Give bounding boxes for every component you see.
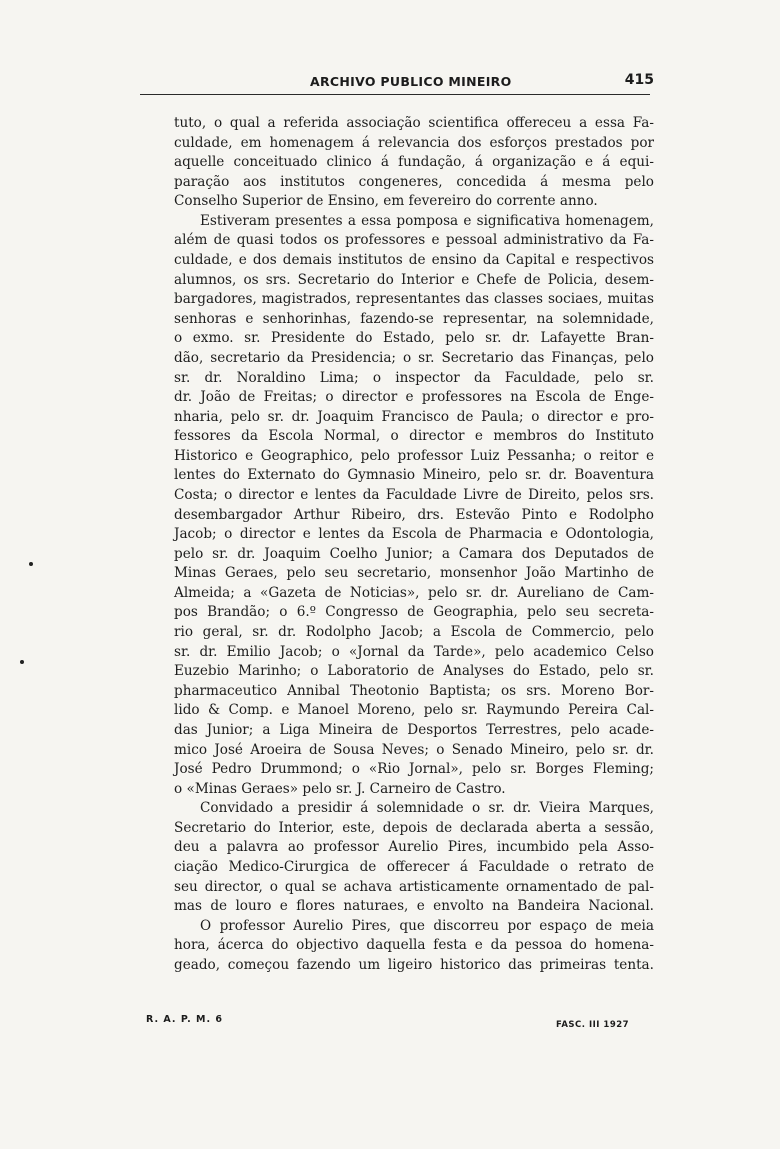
header-rule [140,94,650,95]
text-line: culdade, em homenagem á relevancia dos esforços prestados por [174,134,654,151]
page-header [140,72,660,94]
text-line: o «Minas Geraes» pelo sr. J. Carneiro de Castro. [174,780,506,797]
text-line: lido & Comp. e Manoel Moreno, pelo sr. Raymundo Pereira Cal- [174,702,654,719]
text-line: Costa; o director e lentes da Faculdade Livre de Direito, pelos srs. [174,486,654,503]
page-number: 415 [624,72,654,88]
text-line: mas de louro e flores naturaes, e envolto na Bandeira Nacional. [174,898,654,915]
text-line: deu a palavra ao professor Aurelio Pires, incumbido pela Asso- [174,839,654,856]
text-line: Estiveram presentes a essa pomposa e significativa homenagem, [200,212,654,229]
text-line: fessores da Escola Normal, o director e membros do Instituto [174,428,654,445]
text-line: seu director, o qual se achava artisticamente ornamentado de pal- [174,878,654,895]
text-line: Almeida; a «Gazeta de Noticias», pelo sr. dr. Aureliano de Cam- [174,584,654,601]
footer-fascicle: FASC. III 1927 [556,1020,630,1030]
footer-signature: R. A. P. M. 6 [146,1014,223,1025]
text-line: ciação Medico-Cirurgica de offerecer á Faculdade o retrato de [174,858,654,875]
text-line: pos Brandão; o 6.º Congresso de Geographia, pelo seu secreta- [174,604,654,621]
text-line: pharmaceutico Annibal Theotonio Baptista; os srs. Moreno Bor- [174,682,654,699]
text-line: Minas Geraes, pelo seu secretario, monsenhor João Martinho de [174,565,654,582]
text-line: Secretario do Interior, este, depois de declarada aberta a sessão, [174,819,654,836]
text-line: lentes do Externato do Gymnasio Mineiro, pelo sr. dr. Boaventura [174,467,654,484]
text-line: geado, começou fazendo um ligeiro historico das primeiras tenta. [174,956,654,973]
text-line: Euzebio Marinho; o Laboratorio de Analyses do Estado, pelo sr. [174,663,654,680]
text-line: José Pedro Drummond; o «Rio Jornal», pelo sr. Borges Fleming; [174,761,654,778]
margin-mark [29,562,33,566]
text-line: senhoras e senhorinhas, fazendo-se representar, na solemnidade, [174,310,654,327]
text-line: Historico e Geographico, pelo professor Luiz Pessanha; o reitor e [174,447,654,464]
text-line: bargadores, magistrados, representantes das classes sociaes, muitas [174,291,654,308]
text-line: dr. João de Freitas; o director e professores na Escola de Enge- [174,389,654,406]
text-line: dão, secretario da Presidencia; o sr. Secretario das Finanças, pelo [174,349,654,366]
text-line: sr. dr. Noraldino Lima; o inspector da Faculdade, pelo sr. [174,369,654,386]
text-line: das Junior; a Liga Mineira de Desportos Terrestres, pelo acade- [174,721,654,738]
running-head: ARCHIVO PUBLICO MINEIRO [310,74,512,89]
text-line: tuto, o qual a referida associação scientifica offereceu a essa Fa- [174,115,654,131]
text-line: Jacob; o director e lentes da Escola de Pharmacia e Odontologia, [174,526,654,543]
text-line: além de quasi todos os professores e pessoal administrativo da Fa- [174,232,654,249]
text-line: Conselho Superior de Ensino, em fevereiro do corrente anno. [174,193,598,210]
text-line: alumnos, os srs. Secretario do Interior e Chefe de Policia, desem- [174,271,654,288]
text-line: mico José Aroeira de Sousa Neves; o Senado Mineiro, pelo sr. dr. [174,741,654,758]
text-line: rio geral, sr. dr. Rodolpho Jacob; a Escola de Commercio, pelo [174,624,654,641]
text-line: pelo sr. dr. Joaquim Coelho Junior; a Camara dos Deputados de [174,545,654,562]
text-line: nharia, pelo sr. dr. Joaquim Francisco de Paula; o director e pro- [174,408,654,425]
body-text [174,114,654,975]
text-line: o exmo. sr. Presidente do Estado, pelo sr. dr. Lafayette Bran- [174,330,654,347]
margin-mark [20,660,24,664]
text-line: culdade, e dos demais institutos de ensino da Capital e respectivos [174,252,654,269]
text-line: sr. dr. Emilio Jacob; o «Jornal da Tarde», pelo academico Celso [174,643,654,660]
text-line: aquelle conceituado clinico á fundação, á organização e á equi- [174,154,654,171]
text-line: hora, ácerca do objectivo daquella festa e da pessoa do homena- [174,937,654,954]
text-line: desembargador Arthur Ribeiro, drs. Estevão Pinto e Rodolpho [174,506,654,523]
text-line: Convidado a presidir á solemnidade o sr. dr. Vieira Marques, [200,800,654,817]
text-line: O professor Aurelio Pires, que discorreu por espaço de meia [200,917,654,934]
text-line: paração aos institutos congeneres, concedida á mesma pelo [174,173,654,190]
